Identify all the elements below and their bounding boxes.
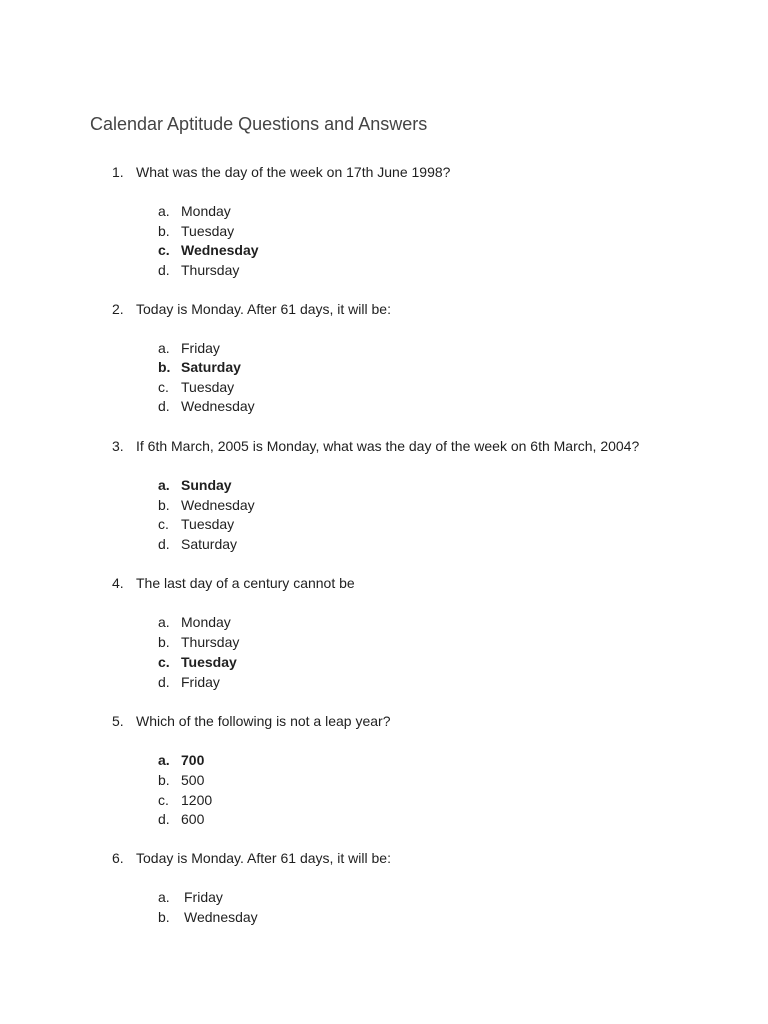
- option-text: Tuesday: [181, 654, 237, 670]
- option-letter: a.: [158, 203, 170, 219]
- option-letter: c.: [158, 792, 169, 808]
- option-letter: a.: [158, 752, 170, 768]
- option-text: Friday: [181, 340, 220, 356]
- option-letter: c.: [158, 516, 169, 532]
- option-text: Wednesday: [184, 909, 258, 925]
- option-letter: b.: [158, 772, 170, 788]
- option-letter: b.: [158, 359, 171, 375]
- option-letter: d.: [158, 674, 170, 690]
- option-letter: b.: [158, 909, 170, 925]
- option-letter: d.: [158, 811, 170, 827]
- option-text: Wednesday: [181, 497, 255, 513]
- option-text: Thursday: [181, 262, 240, 278]
- option-text: 1200: [181, 792, 213, 808]
- question-number: 6.: [112, 850, 124, 866]
- option-text: Thursday: [181, 634, 240, 650]
- option-text: Tuesday: [181, 223, 235, 239]
- option-text: 700: [181, 752, 205, 768]
- question-number: 5.: [112, 713, 124, 729]
- question-text: Which of the following is not a leap year?: [136, 713, 391, 729]
- option-letter: c.: [158, 242, 170, 258]
- option-letter: c.: [158, 654, 170, 670]
- option-letter: b.: [158, 223, 170, 239]
- option-text: Wednesday: [181, 242, 259, 258]
- option-letter: a.: [158, 477, 170, 493]
- option-text: Friday: [181, 674, 220, 690]
- option-text: Saturday: [181, 536, 238, 552]
- option-text: Monday: [181, 203, 231, 219]
- option-text: 600: [181, 811, 205, 827]
- option-letter: a.: [158, 614, 170, 630]
- option-letter: a.: [158, 889, 170, 905]
- option-letter: c.: [158, 379, 169, 395]
- question-text: Today is Monday. After 61 days, it will be:: [136, 850, 391, 866]
- option-text: Saturday: [181, 359, 241, 375]
- option-letter: d.: [158, 398, 170, 414]
- option-text: Tuesday: [181, 516, 235, 532]
- question-number: 1.: [112, 164, 124, 180]
- option-text: Monday: [181, 614, 231, 630]
- document-title: Calendar Aptitude Questions and Answers: [90, 114, 428, 134]
- option-text: 500: [181, 772, 205, 788]
- question-text: What was the day of the week on 17th June 1998?: [136, 164, 451, 180]
- question-text: The last day of a century cannot be: [136, 575, 355, 591]
- question-number: 3.: [112, 438, 124, 454]
- option-letter: d.: [158, 262, 170, 278]
- option-text: Wednesday: [181, 398, 255, 414]
- question-number: 4.: [112, 575, 124, 591]
- option-letter: b.: [158, 497, 170, 513]
- option-text: Sunday: [181, 477, 232, 493]
- option-letter: d.: [158, 536, 170, 552]
- question-text: Today is Monday. After 61 days, it will be:: [136, 301, 391, 317]
- question-number: 2.: [112, 301, 124, 317]
- question-text: If 6th March, 2005 is Monday, what was the day of the week on 6th March, 2004?: [136, 438, 640, 454]
- option-text: Friday: [184, 889, 223, 905]
- option-letter: b.: [158, 634, 170, 650]
- option-text: Tuesday: [181, 379, 235, 395]
- option-letter: a.: [158, 340, 170, 356]
